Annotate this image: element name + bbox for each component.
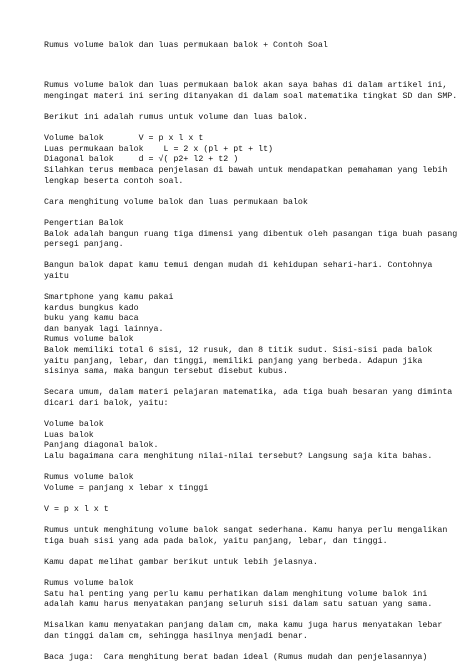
see-also: Baca juga: Cara menghitung berat badan ideal (Rumus mudah dan penjelasannya) [44, 653, 428, 663]
units-line-2: dan tinggi dalam cm, sehingga hasilnya menjadi benar. [44, 632, 308, 642]
sides-line-3: sisinya sama, maka bangun tersebut disebut kubus. [44, 367, 288, 377]
how-to-heading: Cara menghitung volume balok dan luas permukaan balok [44, 197, 308, 207]
intro-line-1: Rumus volume balok dan luas permukaan balok akan saya bahas di dalam artikel ini, [44, 81, 448, 91]
formula-surface: Luas permukaan balok L = 2 x (pl + pt + lt) [44, 144, 274, 154]
general-line-1: Secara umum, dalam materi pelajaran matematika, ada tiga buah besaran yang diminta [44, 388, 453, 398]
definition-line-2: persegi panjang. [44, 240, 124, 250]
important-line-1: Satu hal penting yang perlu kamu perhatikan dalam menghitung volume balok ini [44, 589, 428, 599]
daily-line-1: Bangun balok dapat kamu temui dengan mudah di kehidupan sehari-hari. Contohnya [44, 261, 433, 271]
example-2: kardus bungkus kado [44, 303, 139, 313]
important-heading: Rumus volume balok [44, 579, 134, 589]
formula-note-1: Silahkan terus membaca penjelasan di bawah untuk mendapatkan pemahaman yang lebih [44, 165, 448, 175]
sides-line-2: yaitu panjang, lebar, dan tinggi, memiliki panjang yang berbeda. Adapun jika [44, 356, 423, 366]
sides-line-1: Balok memiliki total 6 sisi, 12 rusuk, dan 8 titik sudut. Sisi-sisi pada balok [44, 346, 433, 356]
general-line-2: dicari dari balok, yaitu: [44, 399, 169, 408]
quantities-question: Lalu bagaimana cara menghitung nilai-nilai tersebut? Langsung saja kita bahas. [44, 451, 433, 461]
formula-volume: Volume balok V = p x l x t [44, 134, 204, 144]
example-3: buku yang kamu baca [44, 314, 139, 324]
definition-heading: Pengertian Balok [44, 218, 124, 228]
important-line-2: adalah kamu harus menyatakan panjang seluruh sisi dalam satu satuan yang sama. [44, 600, 433, 610]
quantity-volume: Volume balok [44, 420, 104, 430]
formula-intro: Berikut ini adalah rumus untuk volume dan luas balok. [44, 112, 308, 122]
quantity-diagonal: Panjang diagonal balok. [44, 441, 159, 451]
volume-formula: V = p x l x t [44, 504, 109, 514]
intro-line-2: mengingat materi ini sering ditanyakan di dalam soal matematika tingkat SD dan SMP. [44, 91, 458, 101]
volume-def-heading: Rumus volume balok [44, 473, 134, 483]
simple-line-1: Rumus untuk menghitung volume balok sangat sederhana. Kamu hanya perlu mengalikan [44, 526, 448, 536]
units-line-1: Misalkan kamu menyatakan panjang dalam cm, maka kamu juga harus menyatakan lebar [44, 621, 443, 631]
formula-note-2: lengkap beserta contoh soal. [44, 176, 184, 186]
example-4: dan banyak lagi lainnya. [44, 324, 164, 334]
doc-title: Rumus volume balok dan luas permukaan balok + Contoh Soal [44, 41, 328, 50]
section-volume-heading: Rumus volume balok [44, 335, 134, 345]
quantity-area: Luas balok [44, 430, 94, 440]
example-1: Smartphone yang kamu pakai [44, 293, 174, 303]
simple-line-2: tiga buah sisi yang ada pada balok, yaitu panjang, lebar, dan tinggi. [44, 536, 388, 546]
formula-diagonal: Diagonal balok d = √( p2+ l2 + t2 ) [44, 155, 239, 165]
daily-line-2: yaitu [44, 271, 69, 281]
image-note: Kamu dapat melihat gambar berikut untuk lebih jelasnya. [44, 557, 318, 567]
volume-def-formula: Volume = panjang x lebar x tinggi [44, 483, 209, 493]
definition-line-1: Balok adalah bangun ruang tiga dimensi yang dibentuk oleh pasangan tiga buah pasang [44, 229, 458, 239]
